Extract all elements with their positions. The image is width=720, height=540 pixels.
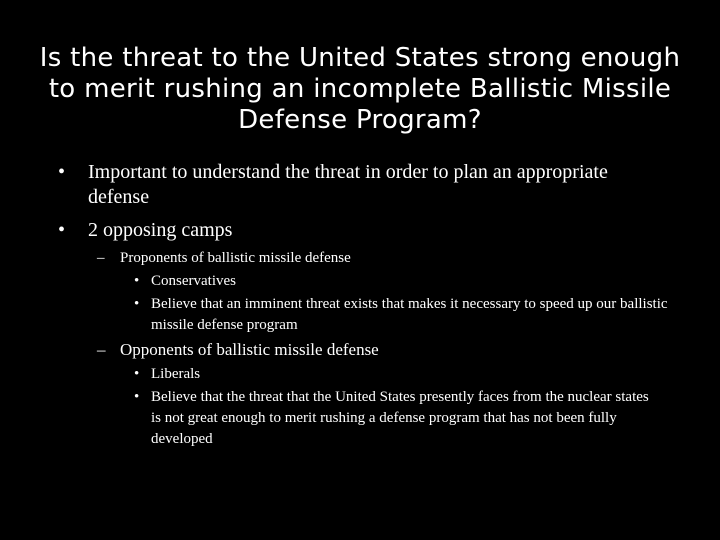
camp-item (97, 248, 640, 268)
camp-label: Proponents of ballistic missile defense (120, 250, 351, 266)
sub-bullet-text: Believe that an imminent threat exists that makes it necessary to speed up our ballistic missile defense program (151, 296, 668, 333)
sub-bullet-text: Believe that the threat that the United States presently faces from the nuclear states is not great enough to merit rushing a defense program that has not been fully developed (151, 389, 649, 447)
sub-bullet-marker: • (134, 366, 140, 382)
sub-bullet-item (134, 271, 671, 292)
bullet-item (58, 160, 628, 210)
sub-bullet-marker: • (134, 273, 140, 289)
bullet-text: 2 opposing camps (88, 219, 233, 241)
sub-bullet-text: Conservatives (151, 273, 236, 289)
sub-bullet-item (134, 364, 671, 385)
bullet-text: Important to understand the threat in order to plan an appropriate defense (88, 161, 608, 208)
sub-bullet-marker: • (134, 296, 140, 312)
camp-label: Opponents of ballistic missile defense (120, 340, 379, 359)
dash-marker: – (97, 250, 105, 266)
sub-bullet-item (134, 387, 661, 450)
sub-bullet-text: Liberals (151, 366, 201, 382)
bullet-item (58, 218, 628, 243)
dash-marker: – (97, 340, 106, 359)
sub-bullet-item (134, 294, 681, 336)
bullet-marker: • (58, 219, 66, 241)
sub-bullet-marker: • (134, 389, 140, 405)
slide-title: Is the threat to the United States strong enough to merit rushing an incomplete Ballistic Missile Defense Program? (39, 43, 681, 135)
bullet-marker: • (58, 161, 66, 183)
camp-item (97, 339, 640, 361)
